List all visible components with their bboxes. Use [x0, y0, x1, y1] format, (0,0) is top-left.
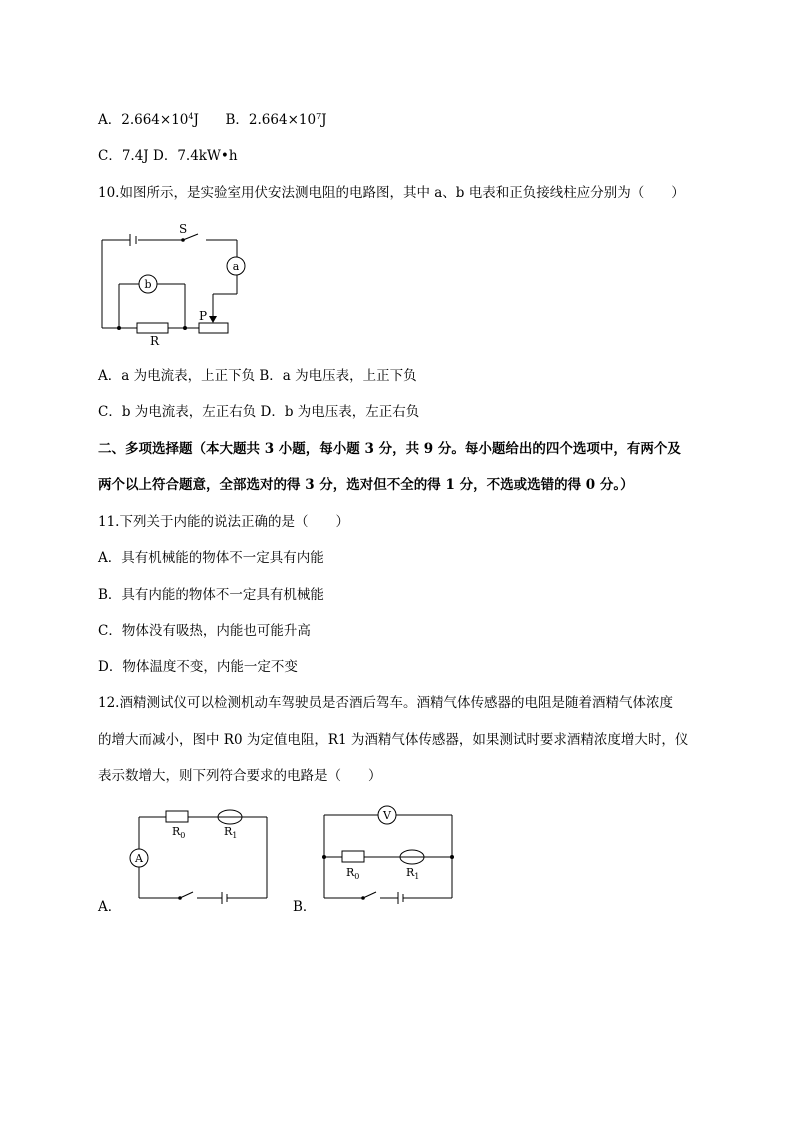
- q12-stem-line3: 表示数增大，则下列符合要求的电路是（ ）: [98, 768, 382, 784]
- q10-options-cd: C．b 为电流表，左正右负 D．b 为电压表，左正右负: [98, 404, 420, 420]
- resistor-label: R: [150, 334, 160, 348]
- q12-stem-line1: 12.酒精测试仪可以检测机动车驾驶员是否酒后驾车。酒精气体传感器的电阻是随着酒精气体浓度: [98, 695, 673, 711]
- meter-b-label: b: [144, 278, 152, 291]
- q12-stem-line2: 的增大而减小，图中 R0 为定值电阻，R1 为酒精气体传感器，如果测试时要求酒精浓度增大时，仪: [98, 732, 689, 748]
- q9-option-b: B．$2.664\times 10^7J$: [225, 112, 327, 128]
- q10-options-ab: A．a 为电流表，上正下负 B．a 为电压表，上正下负: [98, 368, 417, 384]
- circuit-b-r0: [342, 851, 364, 862]
- circuit-b-r1-label: $R_1$: [406, 866, 420, 881]
- meter-a-label: a: [232, 260, 240, 273]
- q9-option-cd: C．7.4J D．7.4kW•h: [98, 148, 238, 164]
- q12-circuit-b-label: B．: [293, 899, 317, 915]
- q11-option-a: A．具有机械能的物体不一定具有内能: [98, 550, 324, 566]
- circuit-a-r1-label: $R_1$: [224, 825, 238, 840]
- section2-heading-line1: 二、多项选择题（本大题共 3 小题，每小题 3 分，共 9 分。每小题给出的四个选项中，有两个及: [98, 441, 681, 457]
- circuit-b-switch-blade: [363, 892, 376, 898]
- circuit-b-r0-label: $R_0$: [346, 866, 360, 881]
- q10-stem: 10.如图所示，是实验室用伏安法测电阻的电路图，其中 a、b 电表和正负接线柱应分别为（ ）: [98, 185, 685, 201]
- q9-option-a: A．$2.664\times 10^4J$: [98, 112, 199, 128]
- q11-stem: 11.下列关于内能的说法正确的是（ ）: [98, 514, 349, 530]
- circuit-b-meter-label: V: [383, 809, 391, 822]
- q11-option-b: B．具有内能的物体不一定具有机械能: [98, 587, 324, 603]
- slider-label: P: [199, 309, 208, 323]
- q11-option-c: C．物体没有吸热，内能也可能升高: [98, 623, 311, 639]
- circuit-a-r0-label: $R_0$: [172, 825, 186, 840]
- q12-circuit-a-label: A．: [98, 899, 122, 915]
- circuit-a-meter-label: A: [135, 852, 143, 865]
- section2-heading-line2: 两个以上符合题意，全部选对的得 3 分，选对但不全的得 1 分，不选或选错的得 0 分。）: [98, 477, 634, 493]
- switch-label: S: [179, 222, 188, 236]
- q11-option-d: D．物体温度不变，内能一定不变: [98, 659, 298, 675]
